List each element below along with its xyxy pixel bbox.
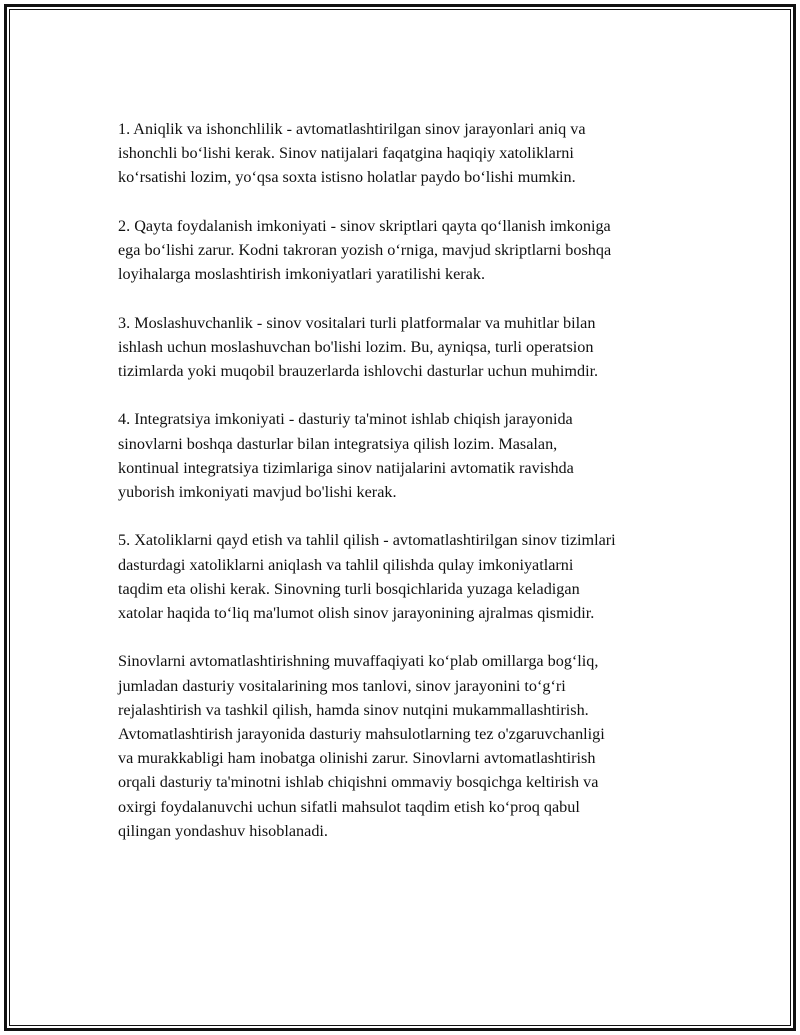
text-line: 1. Aniqlik va ishonchlilik - avtomatlashtirilgan sinov jarayonlari aniq va	[118, 120, 586, 138]
paragraph-conclusion	[118, 649, 684, 843]
text-line: loyihalarga moslashtirish imkoniyatlari yaratilishi kerak.	[118, 265, 485, 284]
paragraph-reusability	[118, 214, 684, 287]
text-line: jumladan dasturiy vositalarining mos tanlovi, sinov jarayonini to‘g‘ri	[118, 676, 566, 695]
text-line: Sinovlarni avtomatlashtirishning muvaffaqiyati ko‘plab omillarga bog‘liq,	[118, 652, 599, 671]
text-line: 2. Qayta foydalanish imkoniyati - sinov skriptlari qayta qo‘llanish imkoniga	[118, 216, 611, 235]
paragraph-error-logging	[118, 528, 684, 625]
text-line: 3. Moslashuvchanlik - sinov vositalari turli platformalar va muhitlar bilan	[118, 313, 596, 332]
text-line: sinovlarni boshqa dasturlar bilan integratsiya qilish lozim. Masalan,	[118, 434, 558, 453]
text-line: dasturdagi xatoliklarni aniqlash va tahlil qilishda qulay imkoniyatlarni	[118, 555, 574, 574]
paragraph-integration	[118, 407, 684, 504]
text-line: ega bo‘lishi zarur. Kodni takroran yozish o‘rniga, mavjud skriptlarni boshqa	[118, 241, 612, 259]
text-line: ishonchli bo‘lishi kerak. Sinov natijalari faqatgina haqiqiy xatoliklarni	[118, 144, 574, 163]
text-line: ko‘rsatishi lozim, yo‘qsa soxta istisno holatlar paydo bo‘lishi mumkin.	[118, 168, 576, 187]
text-line: 5. Xatoliklarni qayd etish va tahlil qilish - avtomatlashtirilgan sinov tizimlari	[118, 531, 616, 550]
text-line: taqdim eta olishi kerak. Sinovning turli bosqichlarida yuzaga keladigan	[118, 579, 580, 598]
paragraph-flexibility	[118, 311, 684, 384]
text-line: yuborish imkoniyati mavjud bo'lishi kerak.	[118, 483, 397, 501]
text-line: tizimlarda yoki muqobil brauzerlarda ishlovchi dasturlar uchun muhimdir.	[118, 362, 599, 380]
text-line: rejalashtirish va tashkil qilish, hamda sinov nutqini mukammallashtirish.	[118, 700, 589, 719]
text-line: ishlash uchun moslashuvchan bo'lishi lozim. Bu, ayniqsa, turli operatsion	[118, 337, 594, 356]
text-line: orqali dasturiy ta'minotni ishlab chiqishni ommaviy bosqichga keltirish va	[118, 773, 599, 792]
text-line: 4. Integratsiya imkoniyati - dasturiy ta'minot ishlab chiqish jarayonida	[118, 410, 573, 429]
text-line: oxirgi foydalanuvchi uchun sifatli mahsulot taqdim etish ko‘proq qabul	[118, 797, 580, 816]
text-line: qilingan yondashuv hisoblanadi.	[118, 821, 328, 840]
paragraph-accuracy-reliability	[118, 117, 684, 190]
text-line: va murakkabligi ham inobatga olinishi zarur. Sinovlarni avtomatlashtirish	[118, 749, 596, 768]
text-line: xatolar haqida to‘liq ma'lumot olish sinov jarayonining ajralmas qismidir.	[118, 604, 595, 622]
text-line: Avtomatlashtirish jarayonida dasturiy mahsulotlarning tez o'zgaruvchanligi	[118, 725, 605, 743]
text-line: kontinual integratsiya tizimlariga sinov natijalarini avtomatik ravishda	[118, 458, 574, 477]
document-body	[118, 117, 684, 867]
